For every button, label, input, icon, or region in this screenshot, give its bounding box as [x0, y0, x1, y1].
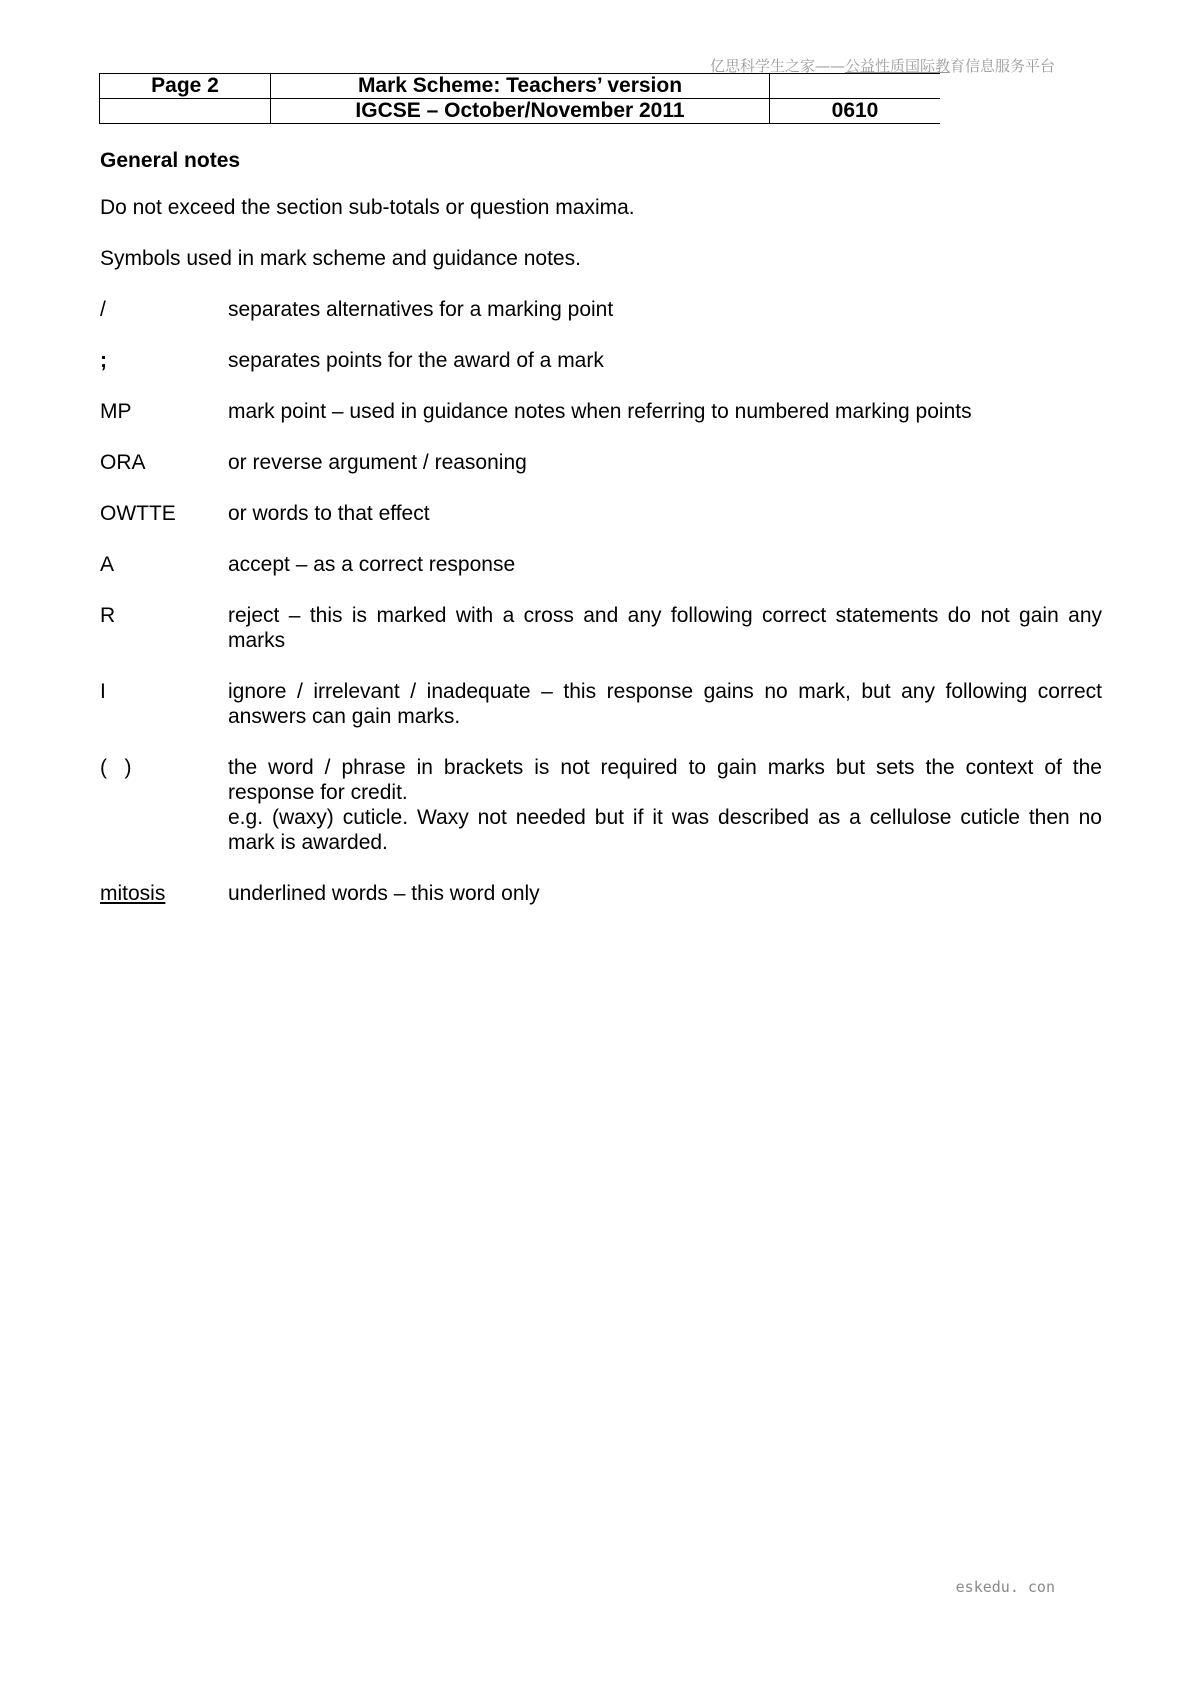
header-empty-cell-2	[100, 99, 271, 124]
symbol: ORA	[100, 451, 146, 474]
symbol-description: or words to that effect	[228, 502, 430, 525]
symbol-row	[100, 755, 1102, 855]
symbol-row	[100, 348, 1102, 373]
symbols-intro: Symbols used in mark scheme and guidance notes.	[100, 247, 581, 270]
symbol-description: accept – as a correct response	[228, 553, 516, 576]
symbol-description: separates points for the award of a mark	[228, 349, 604, 372]
symbol-description	[228, 755, 1102, 855]
symbol: R	[100, 604, 116, 627]
symbol: mitosis	[100, 882, 166, 905]
symbol: ( )	[100, 756, 132, 779]
symbol: /	[100, 298, 106, 321]
header-empty-cell	[770, 74, 941, 99]
header-row-2	[100, 99, 941, 124]
symbol-description-example: e.g. (waxy) cuticle. Waxy not needed but if it was described as a cellulose cuticle then no mark is awarded.	[228, 806, 1102, 854]
symbol-row	[100, 603, 1102, 653]
intro-paragraph: Do not exceed the section sub-totals or question maxima.	[100, 196, 635, 219]
symbol-row	[100, 881, 1102, 906]
watermark-text-1: 亿思科学生之家——	[709, 57, 845, 75]
footer-site-label: eskedu. con	[955, 1578, 1055, 1596]
symbol-description-line: the word / phrase in brackets is not required to gain marks but sets the context of the response for credit.	[228, 756, 1102, 804]
symbol: OWTTE	[100, 502, 176, 525]
symbol: I	[100, 680, 106, 703]
symbol-description: ignore / irrelevant / inadequate – this response gains no mark, but any following correct answers can gain marks.	[228, 680, 1102, 728]
symbol: MP	[100, 400, 132, 423]
symbol-row	[100, 450, 1102, 475]
symbol-row	[100, 297, 1102, 322]
symbol-row	[100, 679, 1102, 729]
symbol-description: or reverse argument / reasoning	[228, 451, 527, 474]
symbol: ;	[100, 349, 107, 372]
symbol-description: mark point – used in guidance notes when referring to numbered marking points	[228, 400, 972, 423]
watermark-text-3: 育信息服务平台	[949, 57, 1055, 75]
symbol: A	[100, 553, 115, 576]
symbol-description: reject – this is marked with a cross and any following correct statements do not gain any marks	[228, 604, 1102, 652]
symbol-row	[100, 399, 1102, 424]
document-title: Mark Scheme: Teachers’ version	[271, 74, 770, 99]
header-row-1	[100, 74, 941, 99]
main-content	[100, 148, 1102, 932]
symbol-description: underlined words – this word only	[228, 882, 540, 905]
watermark-text-2: 公益性质国际教	[844, 57, 950, 75]
symbol-row	[100, 501, 1102, 526]
page-number: Page 2	[100, 74, 271, 99]
header-table	[99, 73, 940, 124]
section-heading: General notes	[100, 149, 241, 172]
exam-session: IGCSE – October/November 2011	[271, 99, 770, 124]
symbol-description: separates alternatives for a marking point	[228, 298, 614, 321]
symbol-row	[100, 552, 1102, 577]
syllabus-code: 0610	[770, 99, 941, 124]
